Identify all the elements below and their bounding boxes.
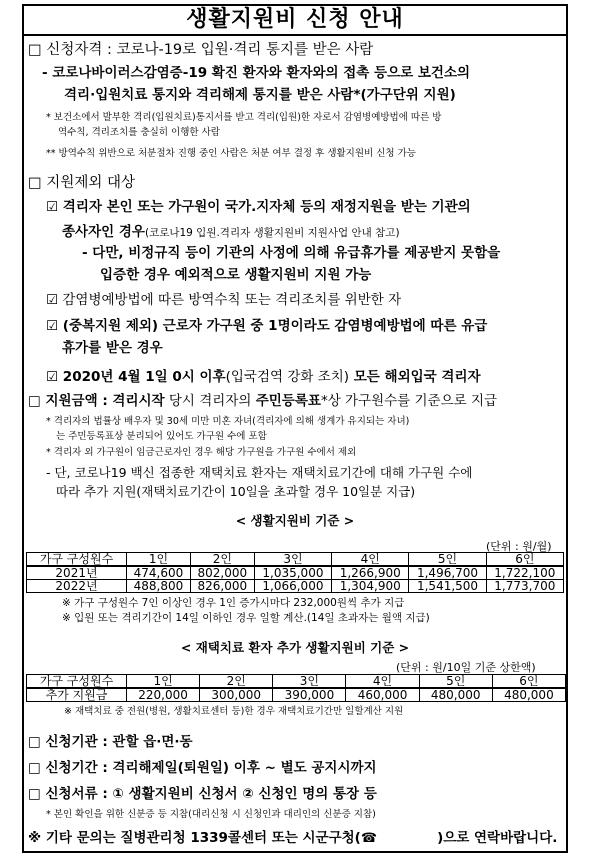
table-cell: 300,000 [200, 688, 273, 702]
table2-header-cell: 가구 구성원수 [27, 675, 127, 689]
agency-line: □ 신청기관 : 관할 읍·면·동 [28, 734, 193, 750]
table2-note1: ※ 재택치료 중 전원(병원, 생활치료센터 등)한 경우 재택치료기간만 일할계산 지원 [64, 706, 404, 717]
living-support-table [26, 552, 564, 593]
exclusion-heading: □ 지원제외 대상 [28, 175, 135, 191]
table2-header-row [27, 675, 566, 689]
amount-heading-end: *상 가구원수를 기준으로 지급 [320, 393, 498, 409]
table1-note2: ※ 입원 또는 격리기간이 14일 이하인 경우 일할 계산.(14일 초과자는 월액 지급) [62, 612, 430, 624]
table-cell: 488,800 [127, 580, 191, 593]
table-cell: 474,600 [127, 566, 191, 580]
exclusion-item1d: 입증한 경우 예외적으로 생활지원비 지원 가능 [100, 267, 372, 283]
table2-header-cell: 6인 [492, 675, 565, 689]
table1-header-cell: 3인 [254, 553, 331, 567]
period-line: □ 신청기간 : 격리해제일(퇴원일) 이후 ~ 별도 공지시까지 [28, 760, 377, 776]
exclusion-item1b: 종사자인 경우 [62, 224, 145, 240]
table-cell: 1,722,100 [486, 566, 563, 580]
table-cell: 1,773,700 [486, 580, 563, 593]
eligibility-note1b: 역수칙, 격리조치를 충실히 이행한 사람 [58, 127, 220, 138]
phone-icon: ☎ [360, 831, 378, 846]
docs-heading: □ 신청서류 : ① 생활지원비 신청서 ② 신청인 명의 통장 등 [28, 786, 377, 802]
table-cell: 220,000 [127, 688, 200, 702]
table2-header-cell: 3인 [273, 675, 346, 689]
table1-header-cell: 2인 [190, 553, 254, 567]
home-treatment-table [26, 674, 566, 702]
eligibility-line2: 격리·입원치료 통지와 격리해제 통지를 받은 사람*(가구단위 지원) [64, 87, 456, 103]
table-cell: 추가 지원금 [27, 688, 127, 702]
table-cell: 1,035,000 [254, 566, 331, 580]
table1-header-cell: 1인 [127, 553, 191, 567]
amount-note2: * 격리자 외 가구원이 임금근로자인 경우 해당 가구원을 가구원 수에서 제외 [46, 447, 357, 458]
exclusion-item4-mid: (입국검역 강화 조치) [225, 369, 350, 385]
amount-note3a: - 단, 코로나19 백신 접종한 재택치료 환자는 재택치료기간에 대해 가구원 수에 [46, 465, 473, 480]
table1-header-cell: 6인 [486, 553, 563, 567]
table2-header-cell: 4인 [346, 675, 419, 689]
table-cell: 1,541,500 [409, 580, 486, 593]
table1-header-cell: 가구 구성원수 [27, 553, 127, 567]
eligibility-note1a: * 보건소에서 발부한 격리(입원치료)통지서를 받고 격리(입원)한 자로서 감염병예방법에 따른 방 [46, 112, 442, 123]
exclusion-item3b: 휴가를 받은 경우 [62, 340, 163, 356]
table-cell: 2022년 [27, 580, 127, 593]
eligibility-note2: ** 방역수칙 위반으로 처분절차 진행 중인 사람은 처분 여부 결정 후 생활지원비 신청 가능 [46, 148, 416, 159]
exclusion-item4-line [46, 366, 481, 386]
page-title: 생활지원비 신청 안내 [22, 4, 568, 36]
exclusion-item1b-small: (코로나19 입원.격리자 생활지원비 지원사업 안내 참고) [144, 227, 400, 239]
amount-heading-bold: 주민등록표 [255, 393, 321, 409]
table1-caption: < 생활지원비 기준 > [235, 513, 355, 528]
table-row [27, 566, 564, 580]
table2-caption: < 재택치료 환자 추가 생활지원비 기준 > [180, 640, 410, 655]
table-cell: 802,000 [190, 566, 254, 580]
footer-line [28, 830, 557, 847]
table2-header-cell: 1인 [127, 675, 200, 689]
table-cell: 480,000 [419, 688, 492, 702]
exclusion-item4: ☑ 2020년 4월 1일 0시 이후 [46, 369, 226, 385]
table-cell: 1,304,900 [332, 580, 409, 593]
eligibility-heading: □ 신청자격 : 코로나-19로 입원·격리 통지를 받은 사람 [28, 42, 374, 58]
table-cell: 2021년 [27, 566, 127, 580]
table1-header-cell: 4인 [332, 553, 409, 567]
exclusion-item4-end: 모든 해외입국 격리자 [349, 369, 481, 385]
amount-note3b: 따라 추가 지원(재택치료기간이 10일을 초과할 경우 10일분 지급) [56, 484, 416, 499]
table2-header-cell: 5인 [419, 675, 492, 689]
amount-heading-line [28, 393, 497, 410]
eligibility-line1: - 코로나바이러스감염증-19 확진 환자와 환자와의 접촉 등으로 보건소의 [42, 65, 471, 81]
footer-text-before: ※ 기타 문의는 질병관리청 1339콜센터 또는 시군구청( [28, 830, 361, 846]
exclusion-item1a: ☑ 격리자 본인 또는 가구원이 국가.지자체 등의 재정지원을 받는 기관의 [46, 199, 471, 215]
table-cell: 480,000 [492, 688, 565, 702]
table-row [27, 580, 564, 593]
exclusion-item3a: ☑ (중복지원 제외) 근로자 가구원 중 1명이라도 감염병예방법에 따른 유급 [46, 318, 488, 334]
amount-heading: □ 지원금액 : 격리시작 [28, 393, 165, 409]
exclusion-item1c: - 다만, 비정규직 등이 기관의 사정에 의해 유급휴가를 제공받지 못함을 [82, 245, 501, 261]
table-cell: 826,000 [190, 580, 254, 593]
amount-heading-mid: 당시 격리자의 [164, 393, 256, 409]
amount-note1a: * 격리자의 법률상 배우자 및 30세 미만 미혼 자녀(격리자에 의해 생계가 유지되는 자녀) [46, 416, 410, 427]
table1-note1: ※ 가구 구성원수 7인 이상인 경우 1인 증가시마다 232,000원씩 추가 지급 [62, 597, 405, 609]
table2-header-cell: 2인 [200, 675, 273, 689]
table-cell: 1,266,900 [332, 566, 409, 580]
table-cell: 1,066,000 [254, 580, 331, 593]
table1-header-cell: 5인 [409, 553, 486, 567]
docs-note: * 본인 확인을 위한 신분증 등 지참(대리신청 시 신청인과 대리인의 신분증 지참) [46, 809, 376, 820]
amount-note1b: 는 주민등록표상 분리되어 있어도 가구원 수에 포함 [56, 431, 267, 442]
table-row [27, 688, 566, 702]
table-cell: 390,000 [273, 688, 346, 702]
exclusion-item1b-line [62, 221, 400, 241]
table1-unit: (단위 : 원/월) [486, 540, 552, 553]
exclusion-item2: ☑ 감염병예방법에 따른 방역수칙 또는 격리조치를 위반한 자 [46, 292, 402, 308]
table2-unit: (단위 : 원/10일 기준 상한액) [396, 661, 536, 674]
table1-header-row [27, 553, 564, 567]
table-cell: 460,000 [346, 688, 419, 702]
footer-text-after: )으로 연락바랍니다. [437, 830, 558, 846]
table-cell: 1,496,700 [409, 566, 486, 580]
